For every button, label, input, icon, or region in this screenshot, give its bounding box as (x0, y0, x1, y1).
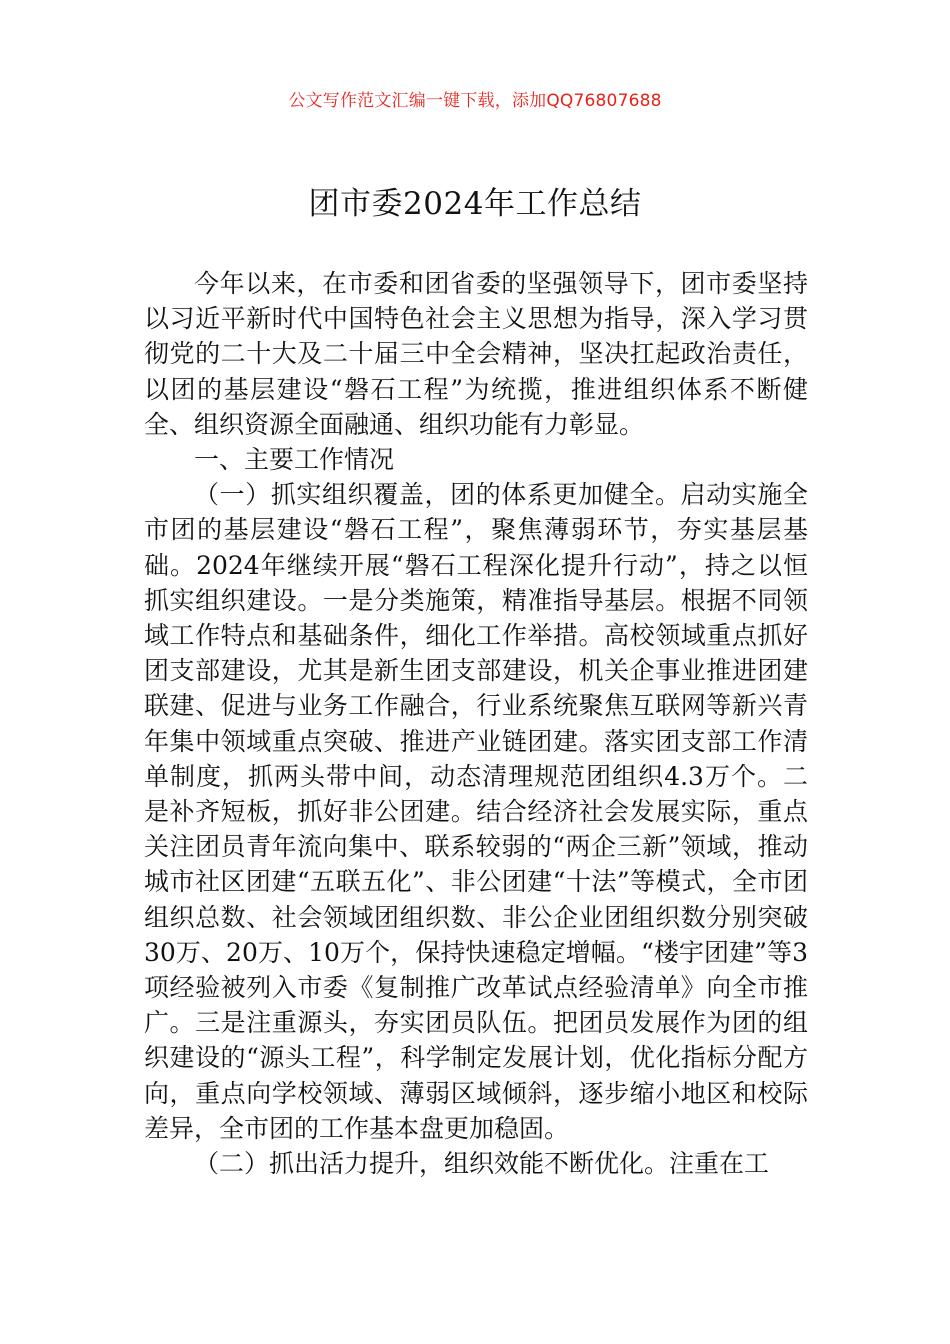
section-heading: 一、主要工作情况 (194, 445, 395, 475)
paragraph-section-1: （一）抓实组织覆盖，团的体系更加健全。启动实施全市团的基层建设“磐石工程”，聚焦薄弱环节，夯实基层基础。2024年继续开展“磐石工程深化提升行动”，持之以恒抓实组织建设。一是分类施策，精准指导基层。根据不同领域工作特点和基础条件，细化工作举措。高校领域重点抓好团支部建设，尤其是新生团支部建设，机关企事业推进团建联建、促进与业务工作融合，行业系统聚焦互联网等新兴青年集中领域重点突破、推进产业链团建。落实团支部工作清单制度，抓两头带中间，动态清理规范团组织4.3万个。二是补齐短板，抓好非公团建。结合经济社会发展实际，重点关注团员青年流向集中、联系较弱的“两企三新”领域，推动城市社区团建“五联五化”、非公团建“十法”等模式，全市团组织总数、社会领域团组织数、非公企业团组织数分别突破30万、20万、10万个，保持快速稳定增幅。“楼宇团建”等3项经验被列入市委《复制推广改革试点经验清单》向全市推广。三是注重源头，夯实团员队伍。把团员发展作为团的组织建设的“源头工程”，科学制定发展计划，优化指标分配方向，重点向学校领域、薄弱区域倾斜，逐步缩小地区和校际差异，全市团的工作基本盘更加稳固。 (144, 480, 808, 1143)
paragraph-section-2: （二）抓出活力提升，组织效能不断优化。注重在工 (194, 1149, 770, 1179)
paragraph-intro: 今年以来，在市委和团省委的坚强领导下，团市委坚持以习近平新时代中国特色社会主义思想为指导，深入学习贯彻党的二十大及二十届三中全会精神，坚决扛起政治责任，以团的基层建设“磐石工程”为统揽，推进组织体系不断健全、组织资源全面融通、组织功能有力彰显。 (144, 269, 808, 439)
page-title: 团市委2024年工作总结 (308, 186, 642, 222)
download-banner: 公文写作范文汇编一键下载，添加QQ76807688 (288, 91, 662, 111)
document-body (144, 266, 808, 1181)
